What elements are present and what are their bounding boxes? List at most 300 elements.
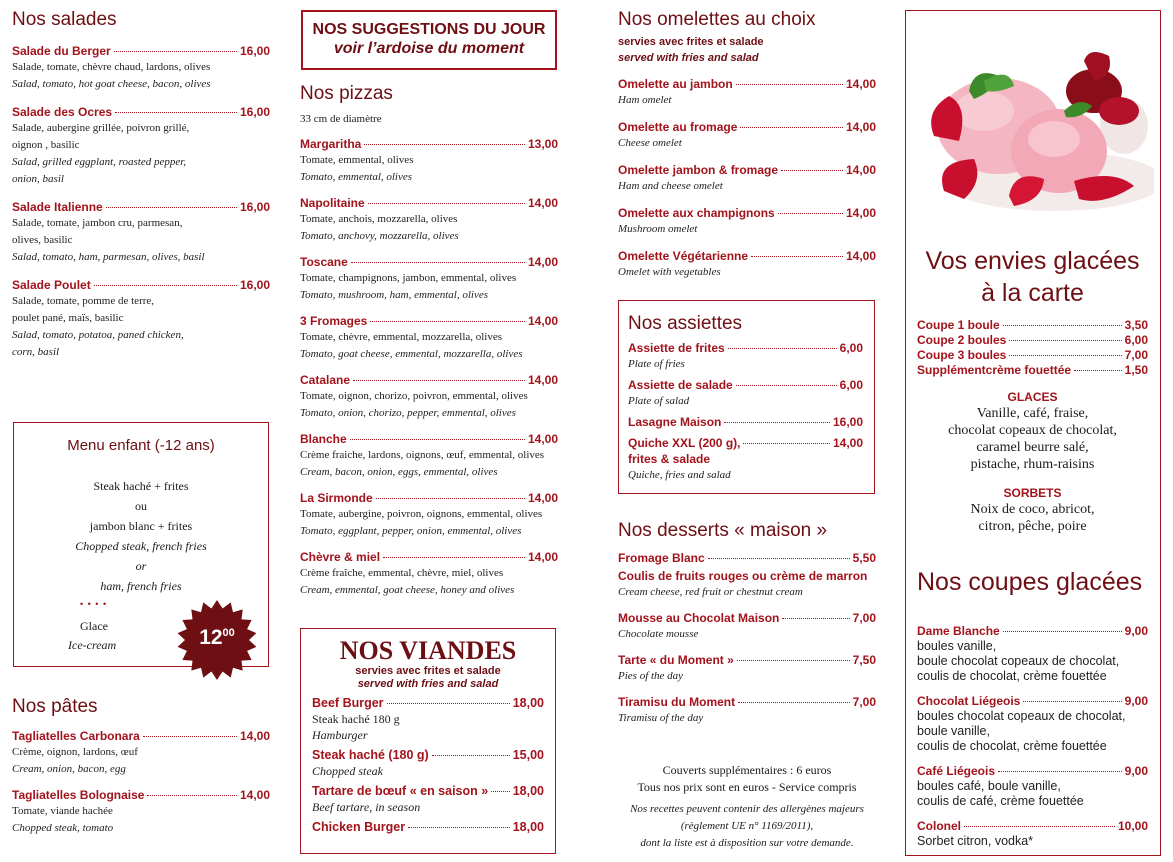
- dotted-leader: [964, 826, 1115, 827]
- dish-description-fr: Salade, tomate, jambon cru, parmesan,: [12, 217, 183, 229]
- coupe-description: boules chocolat copeaux de chocolat,: [917, 709, 1126, 723]
- dish-price: 7,00: [1124, 348, 1148, 362]
- dish-price: 6,00: [839, 341, 863, 355]
- suggestions-box: [301, 10, 557, 70]
- menu-enfant-glace-en: Ice-cream: [68, 638, 117, 652]
- dish-name: Tiramisu du Moment: [618, 695, 736, 709]
- menu-item-row: [917, 348, 1148, 363]
- dish-price: 6,00: [839, 378, 863, 392]
- dotted-leader: [368, 203, 525, 204]
- dotted-leader: [350, 439, 525, 440]
- dish-description-fr: Tomate, aubergine, poivron, oignons, emmental, olives: [300, 508, 543, 520]
- menu-item-row: [618, 568, 876, 584]
- parfum-line: Noix de coco, abricot,: [970, 502, 1095, 517]
- menu-item-row: [628, 451, 863, 467]
- dish-description-en: onion, basil: [12, 173, 64, 185]
- desserts-column: [618, 519, 876, 727]
- dish-price: 14,00: [845, 120, 876, 134]
- dotted-leader: [998, 771, 1122, 772]
- dish-name: Omelette au fromage: [618, 120, 738, 134]
- menu-item-row: [12, 199, 270, 215]
- menu-item: [12, 199, 270, 266]
- dish-description-en: Cheese omelet: [618, 137, 682, 149]
- dish-name: Blanche: [300, 432, 347, 446]
- viandes-sub-fr: servies avec frites et salade: [355, 665, 501, 677]
- dish-price: 10,00: [1117, 819, 1148, 833]
- parfum-line: citron, pêche, poire: [978, 519, 1087, 534]
- dish-price: 7,50: [852, 653, 876, 667]
- menu-item: [312, 819, 544, 835]
- menu-item: [917, 818, 1148, 849]
- dish-description-en: Plate of fries: [628, 358, 685, 370]
- dish-description-en: Salad, grilled eggplant, roasted pepper,: [12, 156, 187, 168]
- dish-description-fr: Tomate, anchois, mozzarella, olives: [300, 213, 458, 225]
- pizzas-title: Nos pizzas: [300, 83, 393, 104]
- dotted-leader: [408, 827, 510, 828]
- dotted-leader: [1009, 355, 1121, 356]
- dish-name: Chocolat Liégeois: [917, 694, 1021, 708]
- dotted-leader: [1009, 340, 1121, 341]
- dish-name: Tarte « du Moment »: [618, 653, 734, 667]
- dish-price: 16,00: [239, 200, 270, 214]
- dish-description-en: Cream, onion, bacon, egg: [12, 763, 126, 775]
- sorbets-label: SORBETS: [1003, 486, 1062, 500]
- dish-name: Margaritha: [300, 137, 362, 151]
- dish-name: Supplémentcrème fouettée: [917, 363, 1072, 377]
- dotted-leader: [738, 702, 850, 703]
- menu-item-row: [618, 610, 876, 626]
- coupe-description: coulis de chocolat, crème fouettée: [917, 669, 1107, 683]
- dish-name: Salade Italienne: [12, 200, 103, 214]
- dish-description-en: Mushroom omelet: [618, 223, 698, 235]
- allergenes-note: Nos recettes peuvent contenir des allergènes majeurs: [630, 803, 864, 815]
- couverts-note: Couverts supplémentaires : 6 euros: [662, 763, 832, 777]
- coupe-description: coulis de chocolat, crème fouettée: [917, 739, 1107, 753]
- dotted-leader: [143, 736, 237, 737]
- dish-price: 5,50: [852, 551, 876, 565]
- dish-name: Toscane: [300, 255, 348, 269]
- dish-description-en: Cream, emmental, goat cheese, honey and olives: [300, 584, 515, 596]
- dish-name: Beef Burger: [312, 696, 384, 710]
- dotted-leader: [782, 618, 849, 619]
- menu-item-row: [312, 783, 544, 799]
- menu-item-row: [917, 363, 1148, 378]
- dish-price: 9,00: [1124, 764, 1148, 778]
- coupe-description: boule vanille,: [917, 724, 990, 738]
- menu-item: [628, 435, 863, 483]
- menu-item-row: [618, 205, 876, 221]
- menu-item: [618, 119, 876, 152]
- dish-price: 9,00: [1124, 624, 1148, 638]
- dish-name: Tagliatelles Carbonara: [12, 729, 140, 743]
- menu-item: [312, 783, 544, 815]
- allergenes-note: dont la liste est à disposition sur votre demande.: [640, 837, 854, 849]
- parfum-line: chocolat copeaux de chocolat,: [948, 423, 1117, 438]
- dish-description-fr: Tomate, emmental, olives: [300, 154, 414, 166]
- menu-item: [618, 568, 876, 601]
- dish-name: Steak haché (180 g): [312, 748, 429, 762]
- dish-description-en: Beef tartare, in season: [312, 800, 421, 814]
- dish-description-fr: Tomate, oignon, chorizo, poivron, emmental, olives: [300, 390, 528, 402]
- parfum-line: Vanille, café, fraise,: [976, 406, 1089, 421]
- menu-item: [618, 610, 876, 643]
- pizzas-subtitle: 33 cm de diamètre: [300, 113, 382, 125]
- menu-item: [618, 76, 876, 109]
- omelettes-title: Nos omelettes au choix: [618, 9, 816, 30]
- dish-name: La Sirmonde: [300, 491, 373, 505]
- dish-price: 1,50: [1124, 363, 1148, 377]
- dotted-leader: [736, 84, 843, 85]
- dish-name: Napolitaine: [300, 196, 365, 210]
- dish-description-en: Tomato, eggplant, pepper, onion, emmental, olives: [300, 525, 522, 537]
- dish-name: Chicken Burger: [312, 820, 406, 834]
- menu-item: [12, 277, 270, 361]
- glaces-label: GLACES: [1007, 390, 1058, 404]
- dotted-leader: [708, 558, 850, 559]
- menu-item-row: [312, 819, 544, 835]
- viandes-box: [300, 628, 556, 854]
- ice-cream-strawberry-image: [914, 41, 1154, 231]
- dish-price: 14,00: [527, 491, 558, 505]
- dish-description-fr: Tomate, champignons, jambon, emmental, olives: [300, 272, 517, 284]
- menu-item-row: [917, 693, 1148, 709]
- dish-price: 14,00: [845, 206, 876, 220]
- dish-name: Salade du Berger: [12, 44, 111, 58]
- menu-item: [917, 763, 1148, 809]
- footer-notes: [618, 762, 876, 852]
- suggestions-line2: voir l’ardoise du moment: [333, 40, 525, 57]
- menu-item-row: [618, 550, 876, 566]
- dish-description-en: Salad, tomato, ham, parmesan, olives, basil: [12, 251, 205, 263]
- dish-description-fr: oignon , basilic: [12, 139, 80, 151]
- menu-item-row: [300, 254, 558, 270]
- menu-enfant-glace: Glace: [80, 619, 108, 633]
- dotted-leader: [114, 51, 237, 52]
- dotted-leader: [94, 285, 237, 286]
- dish-price: 14,00: [239, 788, 270, 802]
- dish-name: Fromage Blanc: [618, 551, 705, 565]
- dish-name: Quiche XXL (200 g),: [628, 436, 741, 450]
- menu-item-row: [917, 818, 1148, 834]
- dish-description-fr: Crème fraiche, lardons, oignons, œuf, emmental, olives: [300, 449, 545, 461]
- dotted-leader: [751, 256, 843, 257]
- menu-item-row: [628, 435, 863, 451]
- menu-enfant-line-en: Chopped steak, french fries: [75, 539, 207, 553]
- dish-description-en: Salad, tomato, hot goat cheese, bacon, olives: [12, 78, 211, 90]
- dish-price: 7,00: [852, 611, 876, 625]
- dotted-leader: [781, 170, 843, 171]
- dish-description-en: Tomato, anchovy, mozzarella, olives: [300, 230, 459, 242]
- dish-name: Coupe 3 boules: [917, 348, 1007, 362]
- dish-price: 16,00: [239, 44, 270, 58]
- menu-item: [618, 694, 876, 727]
- dish-description-en: Salad, tomato, potatoa, paned chicken,: [12, 329, 184, 341]
- dish-name: Chèvre & miel: [300, 550, 381, 564]
- menu-item-row: [300, 136, 558, 152]
- coupe-description: boules café, boule vanille,: [917, 779, 1061, 793]
- assiettes-box: [618, 300, 875, 494]
- glaces-parfums: [906, 389, 1159, 535]
- dish-price: 18,00: [512, 784, 544, 798]
- menu-item: [12, 728, 270, 778]
- dish-price: 14,00: [527, 373, 558, 387]
- dotted-leader: [147, 795, 236, 796]
- menu-item-row: [628, 340, 863, 356]
- menu-item: [300, 195, 558, 245]
- price-burst-badge: [176, 599, 258, 681]
- menu-item-row: [618, 652, 876, 668]
- dish-description-en: Omelet with vegetables: [618, 266, 721, 278]
- menu-item: [917, 693, 1148, 754]
- menu-item-row: [312, 747, 544, 763]
- dotted-leader: [1023, 701, 1121, 702]
- dish-description-fr: poulet pané, maïs, basilic: [12, 312, 124, 324]
- dish-price: 14,00: [845, 163, 876, 177]
- dotted-leader: [376, 498, 525, 499]
- menu-item: [312, 747, 544, 779]
- menu-item: [618, 248, 876, 281]
- dish-description-fr: Salade, tomate, chèvre chaud, lardons, olives: [12, 61, 211, 73]
- parfum-line: pistache, rhum-raisins: [970, 457, 1095, 472]
- dish-price: 6,00: [1124, 333, 1148, 347]
- dish-name: Dame Blanche: [917, 624, 1000, 638]
- suggestions-line1: NOS SUGGESTIONS DU JOUR: [312, 21, 546, 38]
- dish-description-en: Plate of salad: [628, 395, 690, 407]
- menu-item-row: [300, 195, 558, 211]
- menu-item: [917, 363, 1148, 378]
- dish-name: Lasagne Maison: [628, 415, 722, 429]
- menu-item: [917, 348, 1148, 363]
- dotted-leader: [364, 144, 525, 145]
- menu-item-row: [12, 787, 270, 803]
- dish-description-en: Hamburger: [312, 728, 368, 742]
- dish-name: Salade Poulet: [12, 278, 91, 292]
- menu-item-row: [618, 76, 876, 92]
- menu-item: [618, 205, 876, 238]
- menu-enfant-box: [13, 422, 269, 667]
- menu-enfant-title: Menu enfant (-12 ans): [67, 437, 215, 454]
- pizzas-column: [300, 82, 558, 599]
- dish-description-fr: Steak haché 180 g: [312, 712, 400, 726]
- parfum-line: caramel beurre salé,: [976, 440, 1089, 455]
- menu-enfant-line: jambon blanc + frites: [89, 519, 193, 533]
- dish-price: 18,00: [512, 820, 544, 834]
- dish-name: Salade des Ocres: [12, 105, 113, 119]
- dotted-leader: [383, 557, 525, 558]
- coupe-description: coulis de café, crème fouettée: [917, 794, 1084, 808]
- coupes-glacees-title: Nos coupes glacées: [917, 568, 1143, 596]
- dotted-leader: [115, 112, 237, 113]
- dish-description-fr: Tomate, viande hachée: [12, 805, 113, 817]
- dish-name-cont: frites & salade: [628, 452, 711, 466]
- dish-description-en: Tomato, mushroom, ham, emmental, olives: [300, 289, 489, 301]
- dotted-leader: [737, 660, 850, 661]
- menu-item-row: [618, 694, 876, 710]
- dish-name: Catalane: [300, 373, 351, 387]
- menu-item: [300, 431, 558, 481]
- menu-enfant-price: $12^{00}$: [199, 626, 235, 649]
- dish-price: 14,00: [527, 314, 558, 328]
- menu-item: [300, 313, 558, 363]
- dish-description-fr: Crème fraîche, emmental, chèvre, miel, olives: [300, 567, 504, 579]
- dish-price: 14,00: [832, 436, 863, 450]
- menu-enfant-dots: • • • •: [80, 599, 108, 609]
- menu-item-row: [12, 104, 270, 120]
- dish-price: 7,00: [852, 695, 876, 709]
- dish-description-fr: olives, basilic: [12, 234, 73, 246]
- dish-description-en: Quiche, fries and salad: [628, 469, 731, 481]
- menu-item-row: [917, 318, 1148, 333]
- menu-item-row: [618, 119, 876, 135]
- menu-item-row: [618, 248, 876, 264]
- coupe-description: Sorbet citron, vodka*: [917, 834, 1034, 848]
- assiettes-title: Nos assiettes: [628, 313, 743, 334]
- dotted-leader: [728, 348, 837, 349]
- dish-name: Assiette de salade: [628, 378, 733, 392]
- dotted-leader: [353, 380, 525, 381]
- dish-price: 14,00: [845, 249, 876, 263]
- dish-price: 3,50: [1124, 318, 1148, 332]
- menu-item: [300, 254, 558, 304]
- menu-item: [12, 43, 270, 93]
- menu-enfant-line: ou: [135, 499, 147, 513]
- dish-description-en: corn, basil: [12, 346, 60, 358]
- menu-item: [618, 652, 876, 685]
- dish-description-en: Tomato, goat cheese, emmental, mozzarella, olives: [300, 348, 523, 360]
- dotted-leader: [1003, 631, 1122, 632]
- menu-item-row: [300, 313, 558, 329]
- dish-price: 9,00: [1124, 694, 1148, 708]
- dish-price: 14,00: [239, 729, 270, 743]
- menu-item: [12, 787, 270, 837]
- dish-description-fr: Crème, oignon, lardons, œuf: [12, 746, 138, 758]
- dish-name: Tartare de bœuf « en saison »: [312, 784, 489, 798]
- dish-description-fr: Salade, tomate, pomme de terre,: [12, 295, 155, 307]
- menu-item-row: [300, 490, 558, 506]
- menu-item: [300, 549, 558, 599]
- coupe-description: boule chocolat copeaux de chocolat,: [917, 654, 1120, 668]
- dish-price: 14,00: [527, 196, 558, 210]
- dotted-leader: [740, 127, 843, 128]
- menu-enfant-line-en: ham, french fries: [100, 579, 182, 593]
- dish-name: Omelette Végétarienne: [618, 249, 749, 263]
- menu-item-row: [628, 414, 863, 430]
- menu-item: [300, 372, 558, 422]
- dish-description-en: Chopped steak, tomato: [12, 822, 114, 834]
- dotted-leader: [351, 262, 525, 263]
- dotted-leader: [106, 207, 237, 208]
- viandes-title: NOS VIANDES: [339, 636, 517, 665]
- menu-item-row: [300, 431, 558, 447]
- dish-description-en: Chocolate mousse: [618, 628, 699, 640]
- dish-description-en: Chopped steak: [312, 764, 383, 778]
- menu-item: [628, 377, 863, 409]
- dotted-leader: [724, 422, 830, 423]
- menu-item: [628, 340, 863, 372]
- dish-price: 16,00: [239, 105, 270, 119]
- dish-description-en: Tomato, emmental, olives: [300, 171, 413, 183]
- menu-item-row: [917, 333, 1148, 348]
- menu-item-row: [312, 695, 544, 711]
- dotted-leader: [491, 791, 510, 792]
- menu-item: [312, 695, 544, 743]
- dotted-leader: [387, 703, 510, 704]
- dish-name: Coupe 1 boule: [917, 318, 1000, 332]
- dish-name: Tagliatelles Bolognaise: [12, 788, 145, 802]
- glaces-panel: [905, 10, 1161, 856]
- menu-item: [300, 490, 558, 540]
- dish-name: Omelette jambon & fromage: [618, 163, 779, 177]
- menu-item-row: [618, 162, 876, 178]
- prix-note: Tous nos prix sont en euros - Service compris: [637, 780, 857, 794]
- dish-name: Coulis de fruits rouges ou crème de marron: [618, 569, 868, 583]
- dotted-leader: [743, 443, 829, 444]
- menu-item: [618, 162, 876, 195]
- menu-item-row: [917, 623, 1148, 639]
- dotted-leader: [736, 385, 837, 386]
- salades-column: [12, 0, 270, 361]
- dish-description-fr: Tomate, chèvre, emmental, mozzarella, olives: [300, 331, 503, 343]
- dish-name: Colonel: [917, 819, 961, 833]
- dish-name: Omelette aux champignons: [618, 206, 775, 220]
- dotted-leader: [1074, 370, 1122, 371]
- dish-description-en: Tomato, onion, chorizo, pepper, emmental, olives: [300, 407, 516, 419]
- dish-name: Assiette de frites: [628, 341, 725, 355]
- omelettes-sub-fr: servies avec frites et salade: [618, 36, 764, 48]
- dish-price: 15,00: [512, 748, 544, 762]
- allergenes-note: (règlement UE n° 1169/2011),: [680, 820, 814, 832]
- dish-price: 14,00: [527, 255, 558, 269]
- dish-description-en: Tiramisu of the day: [618, 712, 704, 724]
- dotted-leader: [370, 321, 525, 322]
- dish-name: 3 Fromages: [300, 314, 368, 328]
- pates-column: [12, 695, 270, 837]
- menu-item-row: [12, 728, 270, 744]
- dish-name: Omelette au jambon: [618, 77, 733, 91]
- dish-description-en: Pies of the day: [618, 670, 684, 682]
- menu-item: [628, 414, 863, 430]
- dish-price: 14,00: [527, 550, 558, 564]
- dish-description-en: Cream cheese, red fruit or chestnut cream: [618, 586, 803, 598]
- menu-item-row: [12, 43, 270, 59]
- dotted-leader: [1003, 325, 1122, 326]
- dish-price: 16,00: [832, 415, 863, 429]
- menu-item: [917, 623, 1148, 684]
- menu-item-row: [300, 549, 558, 565]
- salades-title: Nos salades: [12, 9, 117, 30]
- dish-description-fr: Salade, aubergine grillée, poivron grillé,: [12, 122, 190, 134]
- dish-price: 13,00: [527, 137, 558, 151]
- pates-title: Nos pâtes: [12, 696, 98, 717]
- dish-name: Coupe 2 boules: [917, 333, 1007, 347]
- coupe-description: boules vanille,: [917, 639, 997, 653]
- menu-item-row: [917, 763, 1148, 779]
- glaces-title: Vos envies glacées à la carte: [925, 247, 1140, 307]
- dotted-leader: [432, 755, 510, 756]
- menu-item-row: [12, 277, 270, 293]
- menu-item-row: [628, 377, 863, 393]
- dish-description-en: Ham and cheese omelet: [618, 180, 723, 192]
- menu-item: [300, 136, 558, 186]
- omelettes-column: [618, 8, 876, 281]
- menu-enfant-line: Steak haché + frites: [93, 479, 189, 493]
- desserts-title: Nos desserts « maison »: [618, 520, 828, 541]
- dotted-leader: [778, 213, 843, 214]
- omelettes-sub-en: served with fries and salad: [618, 52, 759, 64]
- dish-name: Café Liégeois: [917, 764, 996, 778]
- dish-price: 16,00: [239, 278, 270, 292]
- dish-description-en: Ham omelet: [618, 94, 672, 106]
